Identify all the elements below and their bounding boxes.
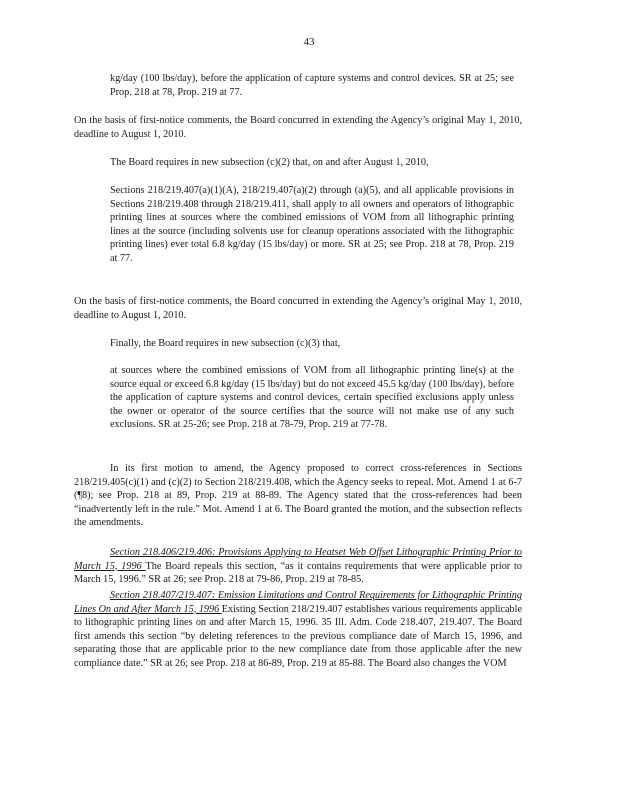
page-number: 43: [303, 36, 315, 48]
paragraph-subsection-c2-intro: The Board requires in new subsection (c)(2) that, on and after August 1, 2010,: [110, 157, 429, 168]
paragraph-continuation: kg/day (100 lbs/day), before the application of capture systems and control devices. SR at 25; see Prop. 218 at 78, Prop. 219 at 77.: [110, 73, 514, 98]
block-quote-subsection-c2: Sections 218/219.407(a)(1)(A), 218/219.407(a)(2) through (a)(5), and all applicable provisions in Sections 218/219.408 through 218/219.411, shall apply to all owners and operators of lithographic printing lines at sources where the combined emissions of VOM from all lithographic printing lines at the source (including solvents use for cleanup operations associated with the lithographic printing lines) ever total 6.8 kg/day (15 lbs/day) or more. SR at 25; see Prop. 218 at 78, Prop. 219 at 77.: [110, 185, 514, 264]
section-407-heading: Section 218.407/219.407: Emission Limitations and Control Requirements for Lithographic Printing Lines On and After March 15, 1996: [74, 590, 522, 615]
paragraph-first-motion-amend: In its first motion to amend, the Agency proposed to correct cross-references in Sections 218/219.405(c)(1) and (c)(2) to Section 218/219.408, which the Agency seeks to repeal. Mot. Amend 1 at 6-7 (¶8); see Prop. 218 at 89, Prop. 219 at 88-89. The Agency stated that the cross-references had been “inadvertently left in the rule.” Mot. Amend 1 at 6. The Board granted the motion, and the subsection reflects the amendments.: [74, 463, 522, 528]
section-406-heading: Section 218.406/219.406: Provisions Applying to Heatset Web Offset Lithographic Printing Prior to March 15, 1996: [74, 547, 522, 572]
paragraph-deadline-extension-2: On the basis of first-notice comments, the Board concurred in extending the Agency’s original May 1, 2010, deadline to August 1, 2010.: [74, 296, 522, 321]
section-407-block: [74, 589, 522, 670]
section-406-body: The Board repeals this section, “as it contains requirements that were applicable prior to March 15, 1996.” SR at 26; see Prop. 218 at 79-86, Prop. 219 at 78-85.: [74, 560, 522, 585]
paragraph-deadline-extension-1: On the basis of first-notice comments, the Board concurred in extending the Agency’s original May 1, 2010, deadline to August 1, 2010.: [74, 115, 522, 140]
section-406-block: [74, 546, 522, 587]
block-quote-subsection-c3: at sources where the combined emissions of VOM from all lithographic printing line(s) at the source equal or exceed 6.8 kg/day (15 lbs/day) but do not exceed 45.5 kg/day (100 lbs/day), before the application of capture systems and control devices, certain specified exclusions apply unless the owner or operator of the source certifies that the source will not make use of any such exclusions. SR at 25-26; see Prop. 218 at 78-79, Prop. 219 at 77-78.: [110, 365, 514, 430]
section-407-body: Existing Section 218/219.407 establishes various requirements applicable to lithographic printing lines on and after March 15, 1996. 35 Ill. Adm. Code 218.407, 219.407. The Board first amends this section “by deleting references to the previous compliance date of March 15, 1996, and separating those that are applicable prior to the new compliance date from those applicable after the new compliance date.” SR at 26; see Prop. 218 at 86-89, Prop. 219 at 85-88. The Board also changes the VOM: [74, 603, 522, 669]
paragraph-subsection-c3-intro: Finally, the Board requires in new subsection (c)(3) that,: [110, 338, 341, 349]
